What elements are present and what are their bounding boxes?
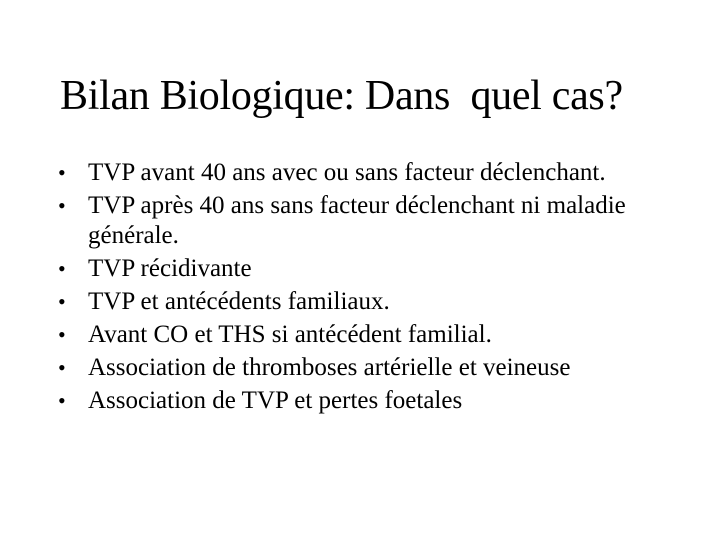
bullet-icon: •	[58, 388, 66, 413]
bullet-text: TVP récidivante	[88, 255, 252, 282]
bullet-icon: •	[58, 322, 66, 347]
bullet-item	[58, 287, 668, 317]
bullet-item	[58, 191, 668, 251]
bullet-list	[58, 158, 668, 419]
bullet-text: TVP avant 40 ans avec ou sans facteur déclenchant.	[88, 159, 606, 186]
bullet-item	[58, 254, 668, 284]
bullet-text: TVP après 40 ans sans facteur déclenchant ni maladie générale.	[88, 192, 626, 249]
bullet-icon: •	[58, 355, 66, 380]
bullet-item	[58, 353, 668, 383]
bullet-icon: •	[58, 193, 66, 218]
bullet-item	[58, 320, 668, 350]
bullet-text: Association de thromboses artérielle et veineuse	[88, 354, 571, 381]
bullet-item	[58, 386, 668, 416]
bullet-text: Avant CO et THS si antécédent familial.	[88, 321, 492, 348]
bullet-text: TVP et antécédents familiaux.	[88, 288, 390, 315]
bullet-item	[58, 158, 668, 188]
slide-title: Bilan Biologique: Dans quel cas?	[60, 73, 623, 119]
bullet-text: Association de TVP et pertes foetales	[88, 387, 463, 414]
bullet-icon: •	[58, 160, 66, 185]
bullet-icon: •	[58, 289, 66, 314]
bullet-icon: •	[58, 256, 66, 281]
